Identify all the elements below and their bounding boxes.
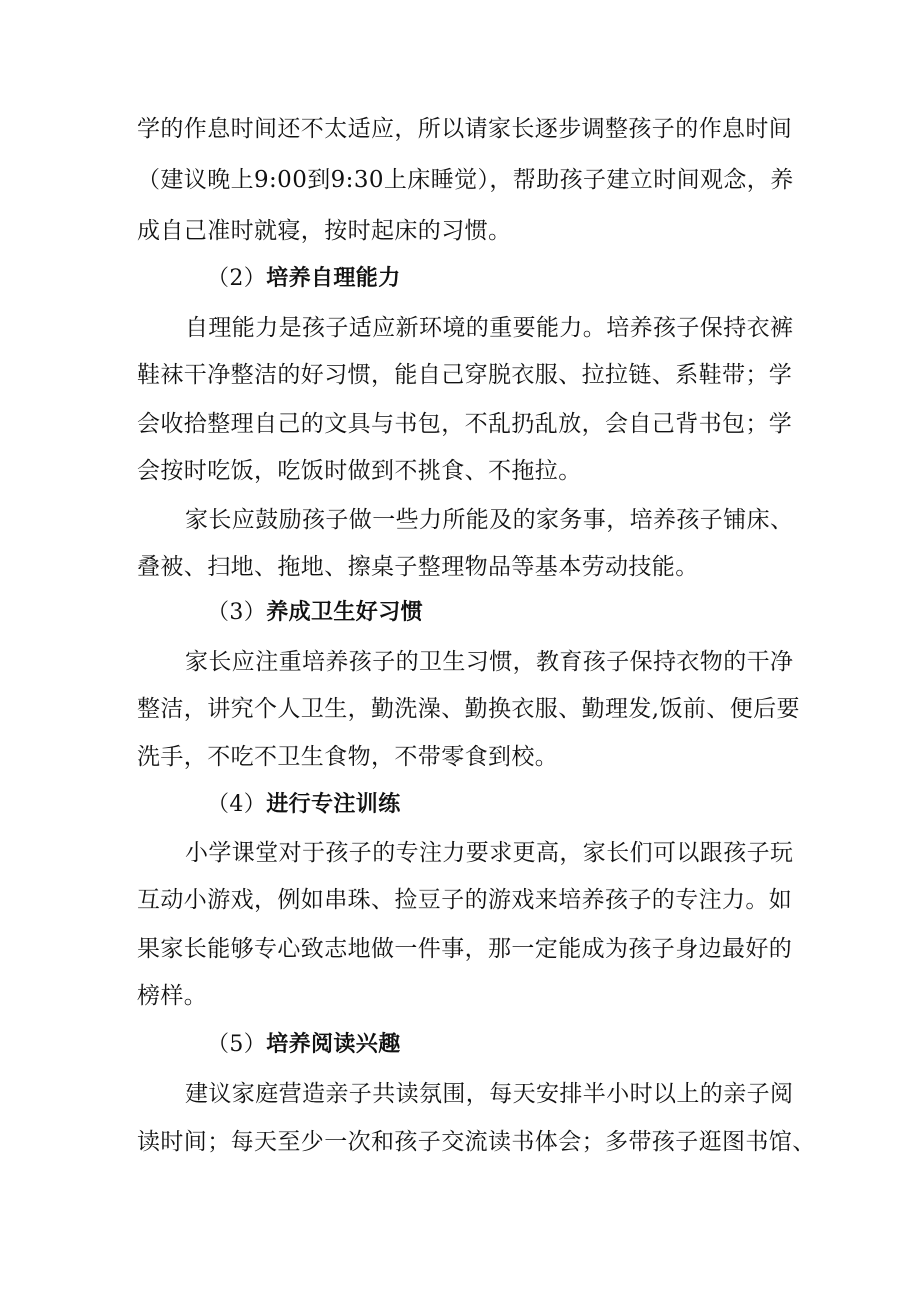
section-heading	[207, 782, 401, 828]
paragraph-line: 果家长能够专心致志地做一件事，那一定能成为孩子身边最好的	[137, 936, 793, 962]
paragraph-line: 鞋袜干净整洁的好习惯，能自己穿脱衣服、拉拉链、系鞋带；学	[137, 362, 793, 388]
paragraph-line: 互动小游戏，例如串珠、捡豆子的游戏来培养孩子的专注力。如	[137, 887, 793, 913]
paragraph-line: 建议家庭营造亲子共读氛围，每天安排半小时以上的亲子阅	[185, 1081, 794, 1107]
paragraph-line: 叠被、扫地、拖地、擦桌子整理物品等基本劳动技能。	[137, 554, 699, 580]
section-title: 培养自理能力	[266, 266, 401, 291]
section-number: （5）	[207, 1032, 267, 1057]
section-title: 进行专注训练	[266, 792, 401, 817]
paragraph-line: 家长应鼓励孩子做一些力所能及的家务事，培养孩子铺床、	[185, 507, 794, 533]
section-title: 养成卫生好习惯	[266, 600, 424, 625]
paragraph-line: 读时间；每天至少一次和孩子交流读书体会；多带孩子逛图书馆、	[137, 1129, 816, 1155]
paragraph-line: 洗手，不吃不卫生食物，不带零食到校。	[137, 744, 559, 770]
section-heading	[207, 590, 423, 636]
paragraph-line: 家长应注重培养孩子的卫生习惯，教育孩子保持衣物的干净	[185, 649, 794, 675]
paragraph-line: （建议晚上9:00到9:30上床睡觉），帮助孩子建立时间观念，养	[137, 167, 794, 193]
paragraph-line: 榜样。	[137, 983, 208, 1009]
section-number: （4）	[207, 792, 267, 817]
section-number: （3）	[207, 600, 267, 625]
section-title: 培养阅读兴趣	[266, 1032, 401, 1057]
paragraph-line: 自理能力是孩子适应新环境的重要能力。培养孩子保持衣裤	[185, 315, 794, 341]
paragraph-line: 小学课堂对于孩子的专注力要求更高，家长们可以跟孩子玩	[185, 840, 794, 866]
section-heading	[207, 1022, 401, 1068]
paragraph-line: 会收拾整理自己的文具与书包，不乱扔乱放，会自己背书包；学	[137, 411, 793, 437]
paragraph-line: 成自己准时就寝，按时起床的习惯。	[137, 218, 512, 244]
paragraph-line: 整洁，讲究个人卫生，勤洗澡、勤换衣服、勤理发,饭前、便后要	[137, 696, 800, 722]
paragraph-line: 会按时吃饭，吃饭时做到不挑食、不拖拉。	[137, 458, 582, 484]
paragraph-line: 学的作息时间还不太适应，所以请家长逐步调整孩子的作息时间	[137, 116, 793, 142]
section-number: （2）	[207, 266, 267, 291]
section-heading	[207, 256, 401, 302]
